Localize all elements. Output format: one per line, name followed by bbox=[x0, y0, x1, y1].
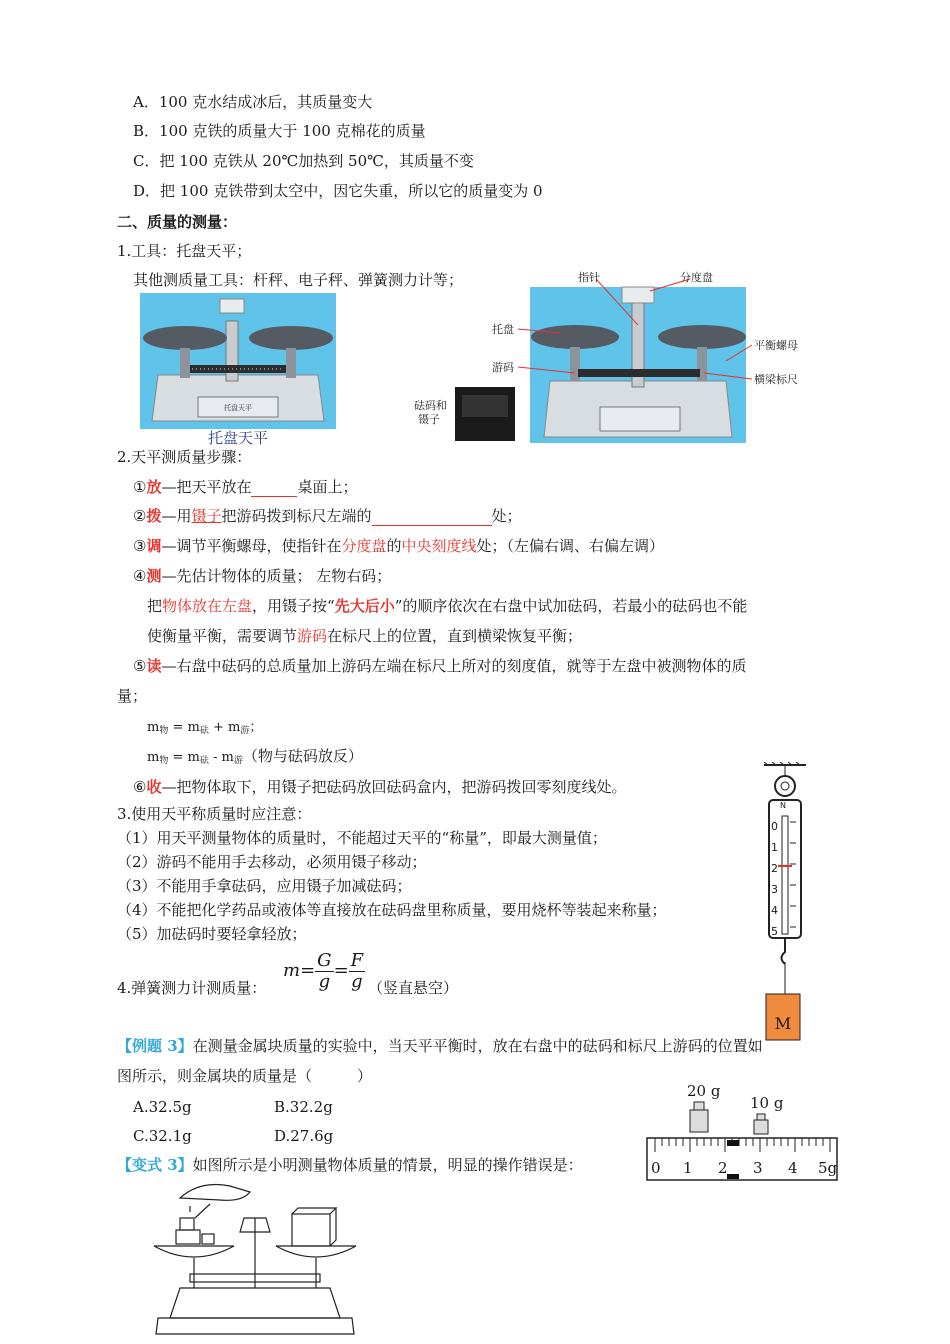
label-scale: 分度盘 bbox=[680, 271, 713, 284]
steps-title: 2.天平测质量步骤： bbox=[117, 448, 252, 466]
label-beam: 横梁标尺 bbox=[754, 373, 798, 386]
label-rider: 游码 bbox=[492, 361, 514, 374]
note-5: （5）加砝码时要轻拿轻放； bbox=[117, 925, 307, 943]
step-4: ④测—先估计物体的质量； 左物右码； bbox=[133, 567, 392, 585]
spring-line: 4.弹簧测力计测质量： bbox=[117, 979, 267, 997]
formula-2: $m_物 = m_砝 - m_游$（物与砝码放反） bbox=[147, 747, 363, 766]
label-tweezers: 镊子 bbox=[418, 413, 440, 426]
ex3-option-b: B.32.2g bbox=[274, 1098, 333, 1116]
weights-ruler-figure: 20 g 10 g 0 1 2 3 4 5g bbox=[645, 1080, 840, 1186]
step-3: ③调—调节平衡螺母，使指针在分度盘的中央刻度线处；（左偏右调、右偏左调） bbox=[133, 537, 665, 555]
plate-text: 托盘天平 bbox=[224, 404, 252, 412]
spring-numbers: 0 1 2 3 4 5 bbox=[771, 820, 778, 938]
note-1: （1）用天平测量物体的质量时，不能超过天平的“称量”，即最大测量值； bbox=[117, 829, 607, 847]
example-3: 【例题 3】在测量金属块质量的实验中，当天平平衡时，放在右盘中的砝码和标尺上游码的位置如 bbox=[117, 1037, 763, 1055]
weight-10g-label: 10 g bbox=[750, 1094, 784, 1112]
label-weights: 砝码和 bbox=[414, 399, 447, 412]
section-title: 二、质量的测量： bbox=[117, 213, 238, 231]
label-pointer: 指针 bbox=[578, 271, 600, 284]
variant-3: 【变式 3】如图所示是小明测量物体质量的情景，明显的操作错误是： bbox=[117, 1156, 583, 1174]
balance-image-labeled bbox=[410, 265, 810, 445]
option-a: A．100 克水结成冰后，其质量变大 bbox=[133, 93, 373, 111]
example-3-cont: 图所示，则金属块的质量是（ ） bbox=[117, 1067, 373, 1085]
notes-title: 3.使用天平称质量时应注意： bbox=[117, 805, 312, 823]
spring-note: （竖直悬空） bbox=[368, 979, 459, 997]
weight-20g-label: 20 g bbox=[687, 1082, 721, 1100]
ex3-option-c: C.32.1g bbox=[133, 1127, 192, 1145]
step-5-cont: 量； bbox=[117, 687, 148, 705]
step-1: ①放—把天平放在 桌面上； bbox=[133, 478, 358, 496]
balance-image-simple bbox=[140, 293, 336, 447]
note-4: （4）不能把化学药品或液体等直接放在砝码盘里称质量，要用烧杯等装起来称量； bbox=[117, 901, 667, 919]
step-5: ⑤读—右盘中砝码的总质量加上游码左端在标尺上所对的刻度值，就等于左盘中被测物体的质 bbox=[133, 657, 747, 675]
ex3-option-a: A.32.5g bbox=[133, 1098, 192, 1116]
label-pan: 托盘 bbox=[492, 323, 514, 336]
formula-1: $m_物 = m_砝 + m_游$； bbox=[147, 720, 263, 736]
note-2: （2）游码不能用手去移动，必须用镊子移动； bbox=[117, 853, 427, 871]
option-d: D．把 100 克铁带到太空中，因它失重，所以它的质量变为 0 bbox=[133, 182, 543, 200]
label-nut: 平衡螺母 bbox=[754, 339, 798, 352]
step-4-detail: 把物体放在左盘，用镊子按“先大后小”的顺序依次在右盘中试加砝码，若最小的砝码也不能 bbox=[147, 597, 748, 615]
mass-formula: m= $\frac{G}{g}$ = $\frac{F}{g}$ bbox=[283, 949, 364, 992]
balance-caption: 托盘天平 bbox=[207, 429, 268, 447]
option-c: C．把 100 克铁从 20℃加热到 50℃，其质量不变 bbox=[133, 152, 474, 170]
note-3: （3）不能用手拿砝码，应用镊子加减砝码； bbox=[117, 877, 412, 895]
ex3-option-d: D.27.6g bbox=[274, 1127, 334, 1145]
spring-scale-figure bbox=[760, 762, 810, 1042]
option-b: B．100 克铁的质量大于 100 克棉花的质量 bbox=[133, 122, 426, 140]
step-6: ⑥收—把物体取下，用镊子把砝码放回砝码盒内，把游码拨回零刻度线处。 bbox=[133, 778, 627, 796]
step-2: ②拨—用镊子把游码拨到标尺左端的 处； bbox=[133, 507, 522, 525]
spring-unit: N bbox=[780, 801, 786, 810]
balance-line-drawing bbox=[150, 1178, 360, 1338]
other-tools-line: 其他测质量工具：杆秤、电子秤、弹簧测力计等； bbox=[133, 271, 464, 289]
tools-line: 1.工具：托盘天平； bbox=[117, 242, 252, 260]
step-4-detail-2: 使衡量平衡，需要调节游码在标尺上的位置，直到横梁恢复平衡； bbox=[147, 627, 583, 645]
mass-label: M bbox=[774, 1014, 792, 1033]
